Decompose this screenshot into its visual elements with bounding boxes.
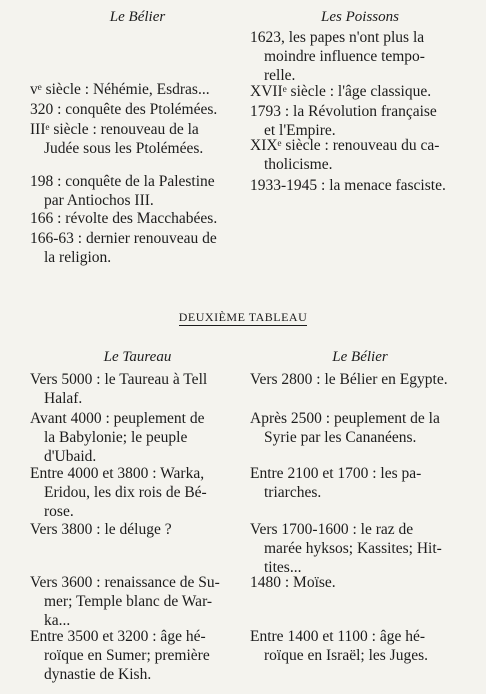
- entry-line: Avant 4000 : peuplement de: [30, 410, 205, 427]
- entry-line: 166 : révolte des Macchabées.: [30, 210, 218, 227]
- timeline-entry: [30, 520, 172, 539]
- entry-line: triarches.: [264, 484, 322, 501]
- s2-left-header: Le Taureau: [103, 349, 172, 365]
- timeline-entry: [30, 464, 207, 521]
- timeline-entry: [30, 80, 210, 99]
- entry-line: 320 : conquête des Ptolémées.: [30, 101, 218, 118]
- entry-line: 166-63 : dernier renouveau de: [30, 230, 217, 247]
- entry-line: tholicisme.: [264, 156, 333, 173]
- entry-line: Halaf.: [44, 390, 83, 407]
- entry-line: la religion.: [44, 249, 112, 266]
- entry-line: roïque en Israël; les Juges.: [264, 647, 428, 664]
- timeline-entry: [30, 209, 217, 228]
- entry-line: Entre 1400 et 1100 : âge hé-: [250, 628, 426, 645]
- entry-line: Vers 2800 : le Bélier en Egypte.: [250, 371, 448, 388]
- entry-line: 1480 : Moïse.: [250, 574, 336, 591]
- entry-line: moindre influence tempo-: [264, 48, 425, 65]
- entry-line: Entre 2100 et 1700 : les pa-: [250, 465, 422, 482]
- entry-line: roïque en Sumer; première: [44, 647, 210, 664]
- s2-right-header: Le Bélier: [332, 349, 388, 365]
- entry-line: Après 2500 : peuplement de la: [250, 410, 440, 427]
- entry-line: IIIᵉ siècle : renouveau de la: [30, 121, 199, 138]
- timeline-entry: [250, 136, 439, 174]
- entry-line: Entre 3500 et 3200 : âge hé-: [30, 628, 206, 645]
- timeline-entry: [250, 82, 431, 101]
- entry-line: mer; Temple blanc de War-: [44, 593, 213, 610]
- timeline-entry: [250, 573, 336, 592]
- s1-left-header: Le Bélier: [109, 9, 166, 25]
- timeline-entry: [30, 100, 217, 119]
- timeline-entry: [250, 409, 440, 447]
- entry-line: par Antiochos III.: [44, 192, 154, 209]
- timeline-entry: [250, 464, 421, 502]
- entry-line: la Babylonie; le peuple: [44, 429, 188, 446]
- s1-right-header: Les Poissons: [321, 9, 399, 25]
- entry-line: d'Ubaid.: [44, 448, 97, 465]
- entry-line: 1623, les papes n'ont plus la: [250, 29, 425, 46]
- timeline-entry: [250, 627, 428, 665]
- timeline-entry: [250, 28, 425, 85]
- entry-line: tites...: [264, 559, 302, 576]
- timeline-entry: [250, 370, 448, 389]
- entry-line: rose.: [44, 503, 74, 520]
- entry-line: XIXᵉ siècle : renouveau du ca-: [250, 137, 440, 154]
- entry-line: ka...: [44, 612, 71, 629]
- section-title: [0, 308, 486, 326]
- timeline-entry: [30, 172, 215, 210]
- timeline-entry: [250, 520, 442, 577]
- timeline-entry: [30, 370, 207, 408]
- entry-line: 198 : conquête de la Palestine: [30, 173, 215, 190]
- entry-line: marée hyksos; Kassites; Hit-: [264, 540, 442, 557]
- entry-line: Syrie par les Cananéens.: [264, 429, 417, 446]
- timeline-entry: [250, 102, 437, 140]
- entry-line: et l'Empire.: [264, 122, 336, 139]
- timeline-entry: [30, 229, 217, 267]
- entry-line: XVIIᵉ siècle : l'âge classique.: [250, 83, 432, 100]
- entry-line: Vers 1700-1600 : le raz de: [250, 521, 414, 538]
- timeline-entry: [30, 409, 204, 466]
- entry-line: Judée sous les Ptolémées.: [44, 140, 204, 157]
- section-title-text: DEUXIÈME TABLEAU: [178, 310, 308, 324]
- entry-line: vᵉ siècle : Néhémie, Esdras...: [30, 81, 210, 98]
- entry-line: dynastie de Kish.: [44, 666, 152, 683]
- entry-line: Vers 5000 : le Taureau à Tell: [30, 371, 208, 388]
- entry-line: Vers 3800 : le déluge ?: [30, 521, 172, 538]
- timeline-entry: [30, 120, 203, 158]
- entry-line: 1793 : la Révolution française: [250, 103, 437, 120]
- entry-line: relle.: [264, 67, 296, 84]
- entry-line: Entre 4000 et 3800 : Warka,: [30, 465, 205, 482]
- timeline-entry: [30, 573, 220, 630]
- entry-line: Eridou, les dix rois de Bé-: [44, 484, 207, 501]
- entry-line: Vers 3600 : renaissance de Su-: [30, 574, 220, 591]
- timeline-entry: [30, 627, 210, 684]
- entry-line: 1933-1945 : la menace fasciste.: [250, 177, 446, 194]
- timeline-entry: [250, 176, 446, 195]
